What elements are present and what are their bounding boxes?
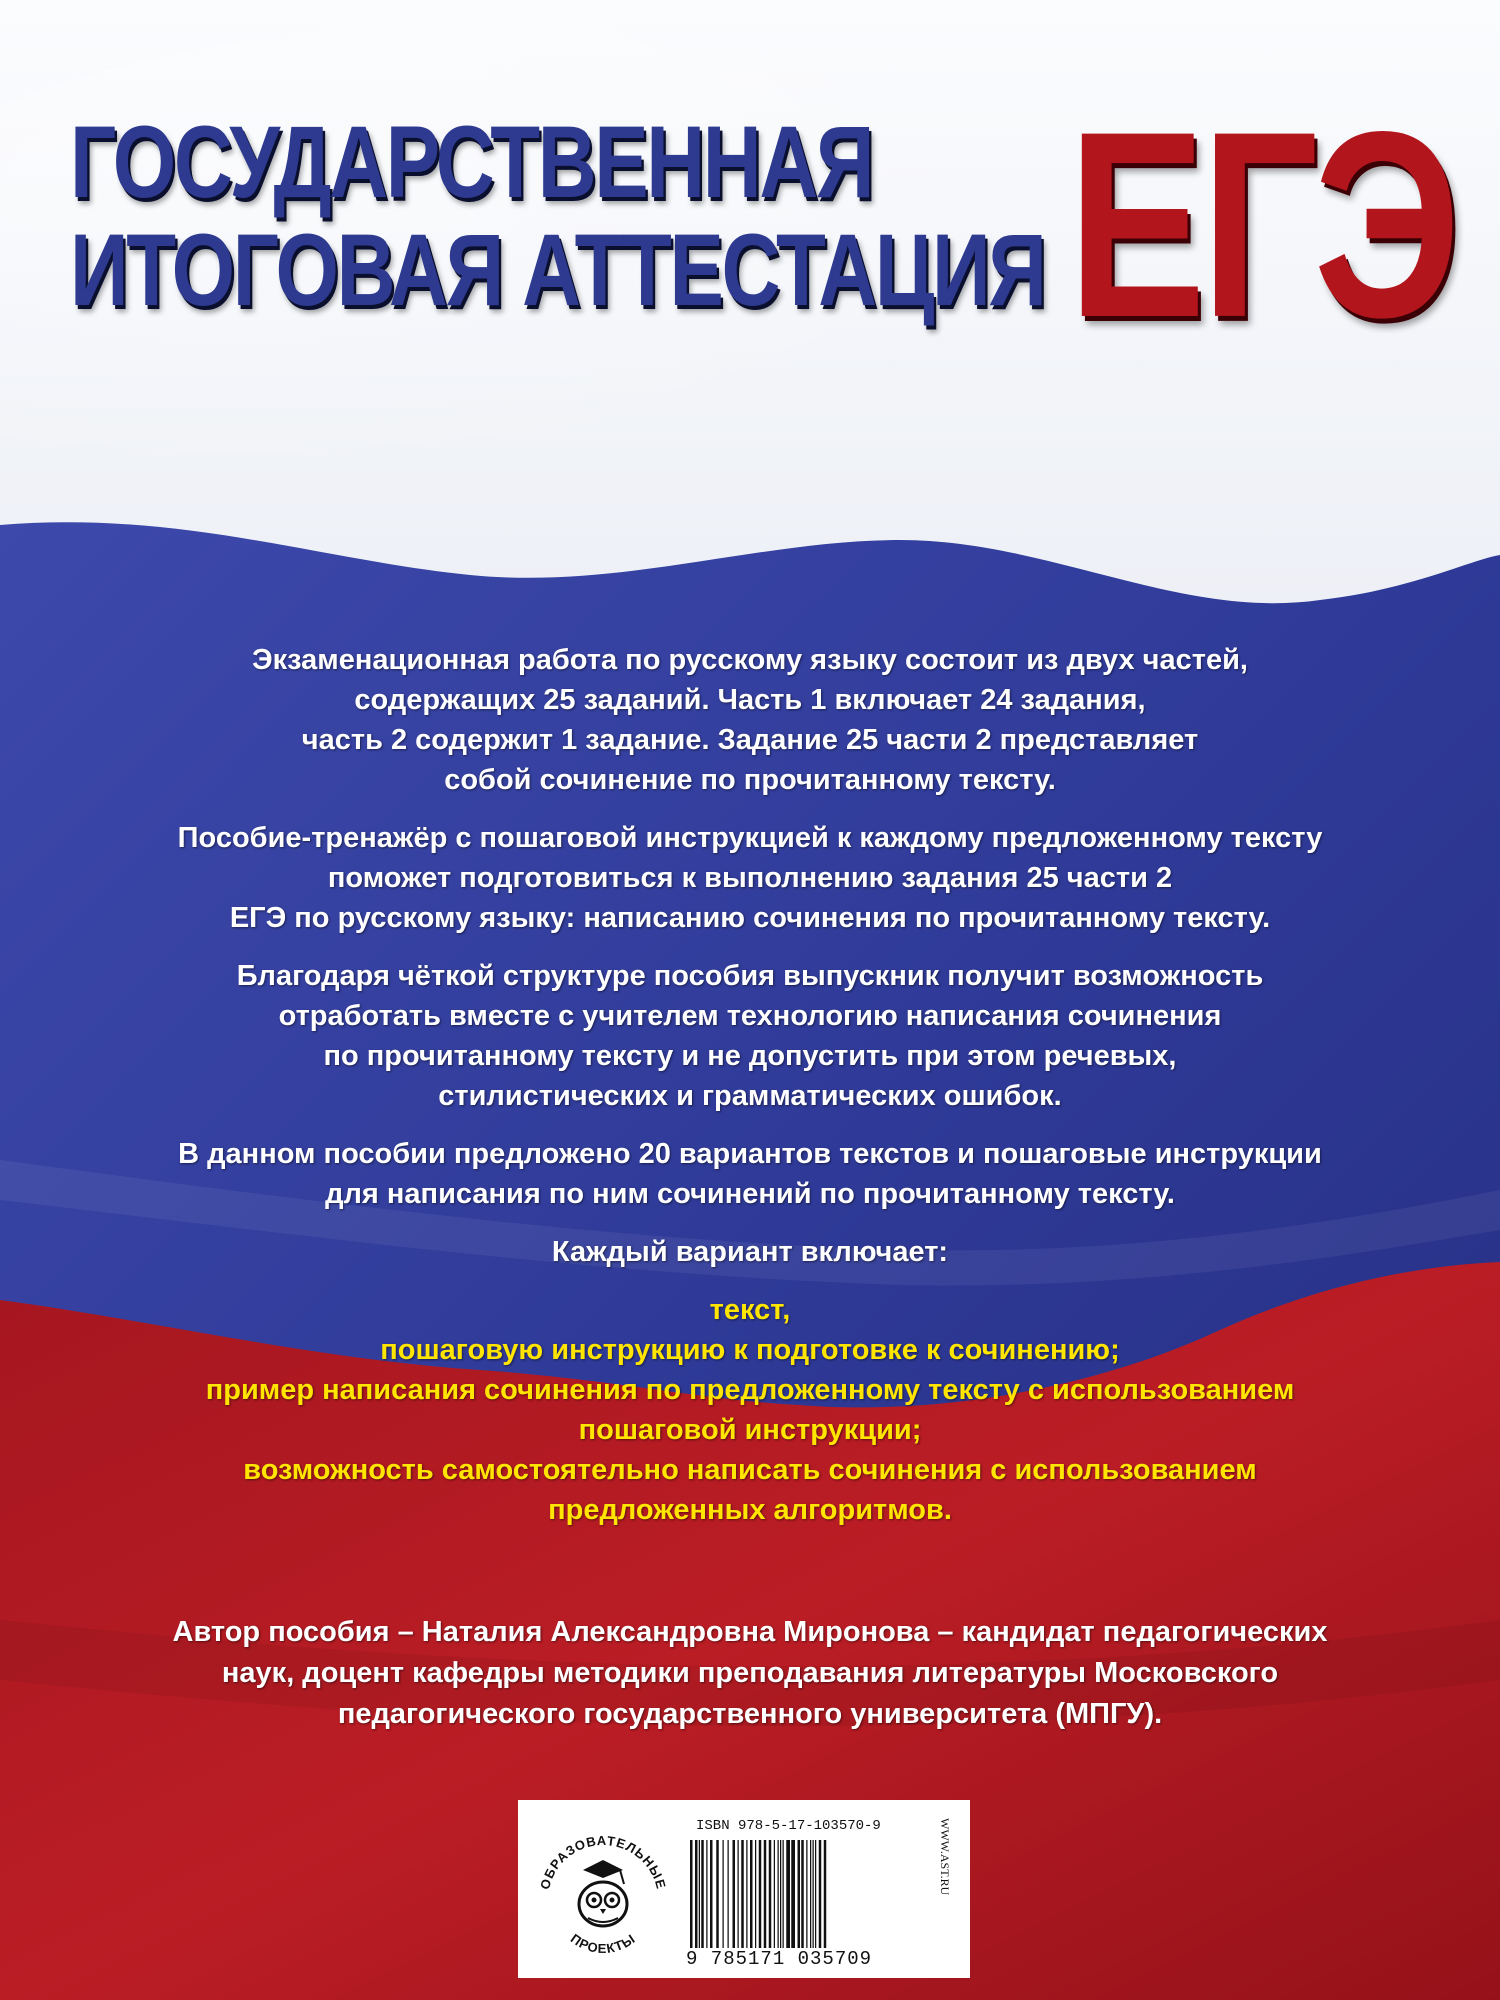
barcode-bar: [810, 1840, 811, 1948]
barcode-bar: [738, 1840, 739, 1948]
publisher-logo: [528, 1808, 678, 1968]
text-line: содержащих 25 заданий. Часть 1 включает 24 задания,: [354, 684, 1146, 716]
barcode-bar: [728, 1840, 729, 1948]
barcode-bar: [824, 1840, 827, 1948]
text-line: Благодаря чёткой структуре пособия выпускник получит возможность: [236, 960, 1264, 992]
text-line: Автор пособия – Наталия Александровна Миронова – кандидат педагогических: [172, 1616, 1328, 1648]
author-info: [60, 1612, 1440, 1735]
barcode-bar: [778, 1840, 779, 1948]
text-line: собой сочинение по прочитанному тексту.: [444, 764, 1056, 796]
barcode-bar: [701, 1840, 704, 1948]
list-item: пошаговую инструкцию к подготовке к сочинению;: [380, 1334, 1120, 1366]
barcode-bar: [755, 1840, 756, 1948]
barcode-bar: [786, 1840, 790, 1948]
text-line: В данном пособии предложено 20 вариантов текстов и пошаговые инструкции: [178, 1138, 1322, 1170]
isbn-label: ISBN 978-5-17-103570-9: [696, 1818, 881, 1834]
list-item: предложенных алгоритмов.: [548, 1494, 952, 1526]
barcode-bar: [813, 1840, 814, 1948]
barcode-bar: [769, 1840, 772, 1948]
list-item: пошаговой инструкции;: [578, 1414, 922, 1446]
publisher-name-bottom: ПРОЕКТЫ: [567, 1930, 639, 1956]
publisher-name-top: ОБРАЗОВАТЕЛЬНЫЕ: [537, 1832, 669, 1892]
barcode-bar: [806, 1840, 807, 1948]
description: [60, 640, 1440, 1530]
text-line: педагогического государственного университета (МПГУ).: [337, 1698, 1163, 1730]
ean-barcode: [686, 1840, 941, 1948]
paragraph-includes: [60, 1232, 1440, 1272]
paragraph-variants: [60, 1134, 1440, 1214]
title-line-1: ГОСУДАРСТВЕННАЯ: [70, 105, 873, 219]
paragraph-structure: [60, 956, 1440, 1116]
barcode-bar: [780, 1840, 781, 1948]
barcode-bar: [764, 1840, 767, 1948]
text-line: Каждый вариант включает:: [551, 1236, 949, 1268]
barcode-bar: [690, 1840, 693, 1948]
svg-text:ПРОЕКТЫ: [568, 1931, 638, 1956]
list-item: пример написания сочинения по предложенному тексту с использованием: [205, 1374, 1295, 1406]
barcode-bar: [723, 1840, 724, 1948]
barcode-bar: [706, 1840, 707, 1948]
barcode-bar: [699, 1840, 700, 1948]
barcode-bar: [733, 1840, 736, 1948]
text-line: поможет подготовиться к выполнению задания 25 части 2: [327, 862, 1173, 894]
barcode-bar: [759, 1840, 762, 1948]
text-line: по прочитанному тексту и не допустить при этом речевых,: [323, 1040, 1177, 1072]
barcode-bar: [801, 1840, 804, 1948]
barcode-bar: [791, 1840, 795, 1948]
barcode-bar: [741, 1840, 744, 1948]
text-line: отработать вместе с учителем технологию написания сочинения: [278, 1000, 1222, 1032]
text-line: Экзаменационная работа по русскому языку состоит из двух частей,: [252, 644, 1248, 676]
barcode-bar: [746, 1840, 747, 1948]
paragraph-trainer: [60, 818, 1440, 938]
barcode-panel: [518, 1800, 970, 1978]
barcode-bar: [815, 1840, 816, 1948]
barcode-bar: [798, 1840, 801, 1948]
text-line: часть 2 содержит 1 задание. Задание 25 части 2 представляет: [301, 724, 1199, 756]
text-line: наук, доцент кафедры методики преподавания литературы Московского: [221, 1657, 1279, 1689]
paragraph-exam-structure: [60, 640, 1440, 800]
barcode-bar: [710, 1840, 713, 1948]
text-line: ЕГЭ по русскому языку: написанию сочинения по прочитанному тексту.: [229, 902, 1271, 934]
barcode-bar: [750, 1840, 753, 1948]
barcode-bar: [774, 1840, 775, 1948]
text-line: Пособие-тренажёр с пошаговой инструкцией к каждому предложенному тексту: [177, 822, 1323, 854]
barcode-bar: [716, 1840, 719, 1948]
barcode-bar: [819, 1840, 822, 1948]
website-vertical: [938, 1818, 960, 1968]
text-line: для написания по ним сочинений по прочитанному тексту.: [325, 1178, 1175, 1210]
barcode-bar: [695, 1840, 698, 1948]
list-item: текст,: [709, 1294, 791, 1326]
variant-contents-list: [60, 1290, 1440, 1530]
website-text: WWW.AST.RU: [938, 1818, 952, 1896]
text-line: стилистических и грамматических ошибок.: [438, 1080, 1062, 1112]
title-line-2: ИТОГОВАЯ АТТЕСТАЦИЯ: [70, 213, 1045, 327]
ean-digits: 9 785171 035709: [686, 1948, 873, 1970]
owl-mascot-icon: [579, 1860, 627, 1926]
barcode-bar: [783, 1840, 784, 1948]
ege-logo-text: ЕГЭ: [1068, 77, 1457, 373]
list-item: возможность самостоятельно написать сочинения с использованием: [243, 1454, 1257, 1486]
